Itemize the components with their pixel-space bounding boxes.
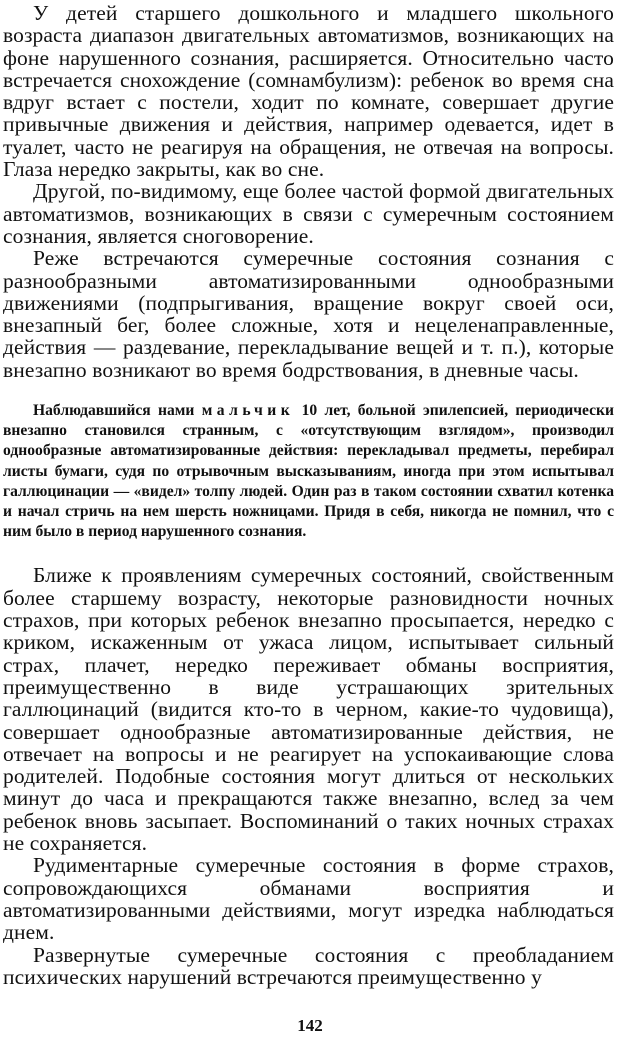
page-number: 142 — [297, 1016, 323, 1035]
case-note-body: 10 лет, больной эпилепсией, периодически внезапно становился странным, с «отсутствующим взглядом», производил однообразные автоматизированные действия: перекладывал предметы, перебирал листы бумаги, судя по отрывочным высказываниям, иногда при этом испытывал галлюцинации — «видел» толпу людей. Один раз в таком состоянии схватил котенка и начал стричь на нем шерсть ножницами. Придя в себя, никогда не помнил, что с ним было в период нарушенного сознания. — [3, 402, 615, 541]
case-note-lead: Наблюдавшийся нами — [33, 402, 195, 420]
body-paragraph-4: Ближе к проявлениям сумеречных состояний, свойственным более старшему возрасту, некоторые разновидности ночных страхов, при которых ребенок внезапно просыпается, нередко с криком, искаженным от ужаса лицом, испытывает сильный страх, плачет, нередко переживает обманы восприятия, преимущественно в виде устрашающих зрительных галлюцинаций (видится кто-то в черном, какие-то чудовища), совершает однообразные автоматизированные действия, не отвечает на вопросы и не реагирует на успокаивающие слова родителей. Подобные состояния могут длиться от нескольких минут до часа и прекращаются также внезапно, вслед за чем ребенок вновь засыпает. Воспоминаний о таких ночных страхах не сохраняется. — [3, 563, 614, 856]
case-note-spaced-word: мальчик — [201, 402, 295, 420]
body-paragraph-1: У детей старшего дошкольного и младшего школьного возраста диапазон двигательных автоматизмов, возникающих на фоне нарушенного сознания, расширяется. Относительно часто встречается снохождение (сомнамбулизм): ребенок во время сна вдруг встает с постели, ходит по комнате, совершает другие привычные движения и действия, например одевается, идет в туалет, часто не реагируя на обращения, не отвечая на вопросы. Глаза нередко закрыты, как во сне. — [3, 1, 614, 182]
case-note — [3, 401, 614, 542]
body-paragraph-5: Рудиментарные сумеречные состояния в форме страхов, сопровождающихся обманами восприятия и автоматизированными действиями, могут изредка наблюдаться днем. — [3, 853, 614, 945]
body-paragraph-2: Другой, по-видимому, еще более частой формой двигательных автоматизмов, возникающих в связи с сумеречным состоянием сознания, является сноговорение. — [3, 179, 614, 248]
body-paragraph-6: Развернутые сумеречные состояния с преобладанием психических нарушений встречаются преимущественно у — [3, 942, 614, 989]
body-paragraph-3: Реже встречаются сумеречные состояния сознания с разнообразными автоматизированными однообразными движениями (подпрыгивания, вращение вокруг своей оси, внезапный бег, более сложные, хотя и нецеленаправленные, действия — раздевание, перекладывание вещей и т. п.), которые внезапно возникают во время бодрствования, в дневные часы. — [3, 246, 614, 382]
